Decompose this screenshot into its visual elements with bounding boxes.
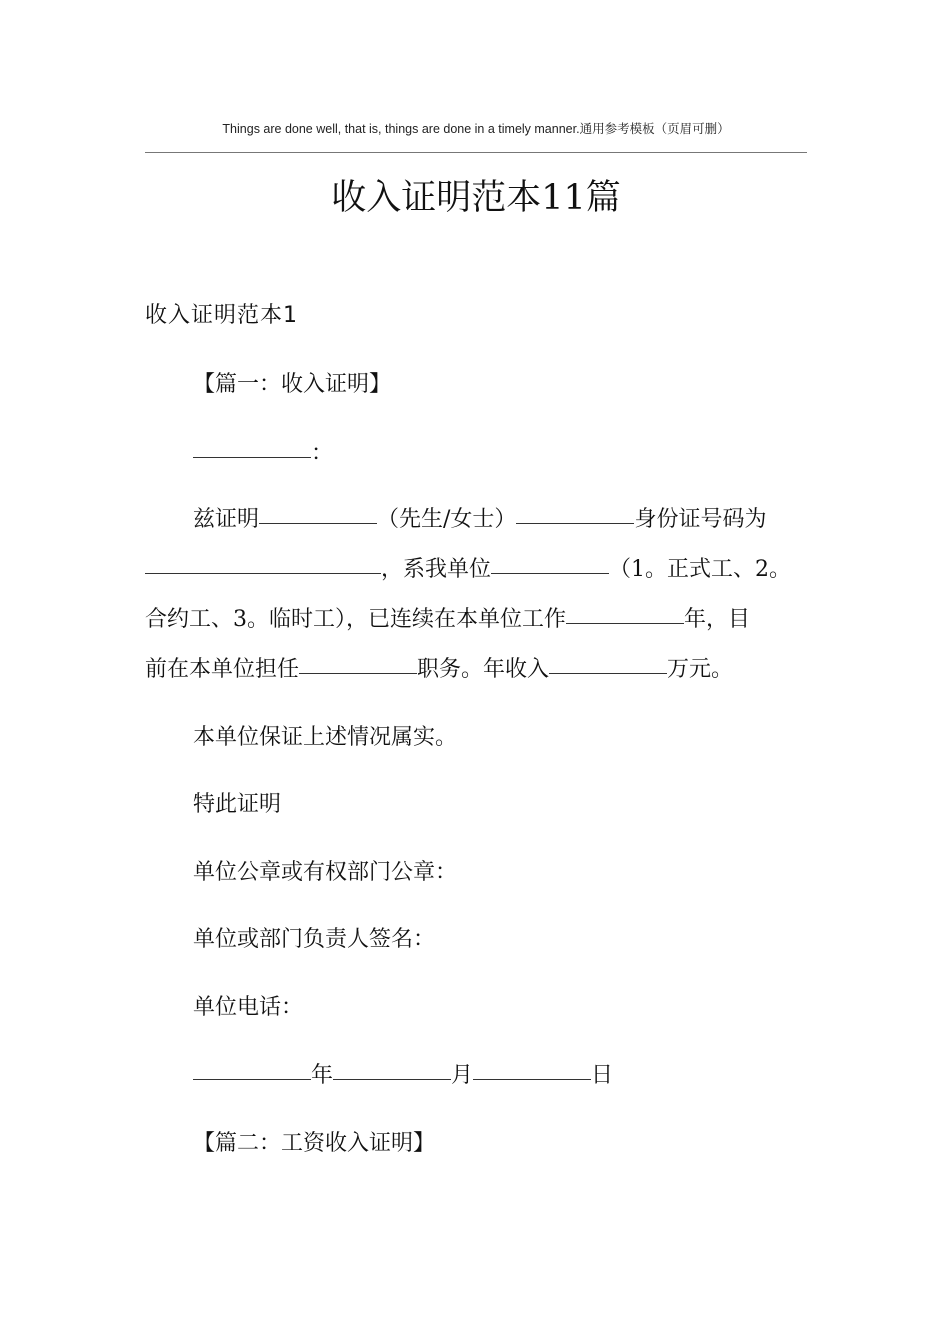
income-blank — [549, 672, 667, 674]
document-title: 收入证明范本11篇 — [331, 178, 621, 218]
id-number-blank — [145, 572, 381, 574]
hereby-certify-line: 特此证明 — [193, 792, 282, 817]
part-two-heading: 【篇二：工资收入证明】 — [193, 1131, 436, 1156]
date-line — [193, 1056, 855, 1096]
page-header-text: Things are done well, that is, things are done in a timely manner.通用参考模板（页眉可删） — [222, 122, 730, 136]
body-text: 前在本单位担任 — [145, 657, 300, 682]
body-text: 万元。 — [667, 657, 734, 682]
guarantee-line: 本单位保证上述情况属实。 — [193, 725, 458, 750]
section-heading: 收入证明范本1 — [145, 303, 298, 328]
year-blank — [193, 1078, 311, 1080]
salutation-line — [193, 434, 855, 474]
body-text: ，系我单位 — [381, 557, 492, 582]
phone-line: 单位电话： — [193, 995, 304, 1020]
body-line-2 — [145, 550, 807, 590]
body-line-1 — [193, 500, 855, 540]
addressee-blank — [193, 456, 311, 458]
body-text: （先生/女士） — [377, 507, 517, 532]
part-one-heading: 【篇一：收入证明】 — [193, 372, 392, 397]
seal-line: 单位公章或有权部门公章： — [193, 860, 458, 885]
year-label: 年 — [311, 1063, 334, 1088]
body-text: 合约工、3。临时工），已连续在本单位工作 — [145, 607, 566, 632]
day-label: 日 — [591, 1063, 614, 1088]
salutation-colon: ： — [311, 441, 334, 466]
body-text: （1。正式工、2。 — [609, 557, 792, 582]
body-text: 职务。年收入 — [417, 657, 550, 682]
month-blank — [333, 1078, 451, 1080]
name-blank — [259, 522, 377, 524]
body-text: 兹证明 — [193, 507, 260, 532]
body-text: 年，目 — [684, 607, 751, 632]
signature-line: 单位或部门负责人签名： — [193, 927, 436, 952]
body-line-4 — [145, 650, 807, 690]
header-divider — [145, 152, 807, 153]
month-label: 月 — [451, 1063, 474, 1088]
position-blank — [299, 672, 417, 674]
body-text: 身份证号码为 — [634, 507, 767, 532]
years-blank — [566, 622, 684, 624]
person-blank — [516, 522, 634, 524]
day-blank — [473, 1078, 591, 1080]
body-line-3 — [145, 600, 807, 640]
employment-type-blank — [491, 572, 609, 574]
